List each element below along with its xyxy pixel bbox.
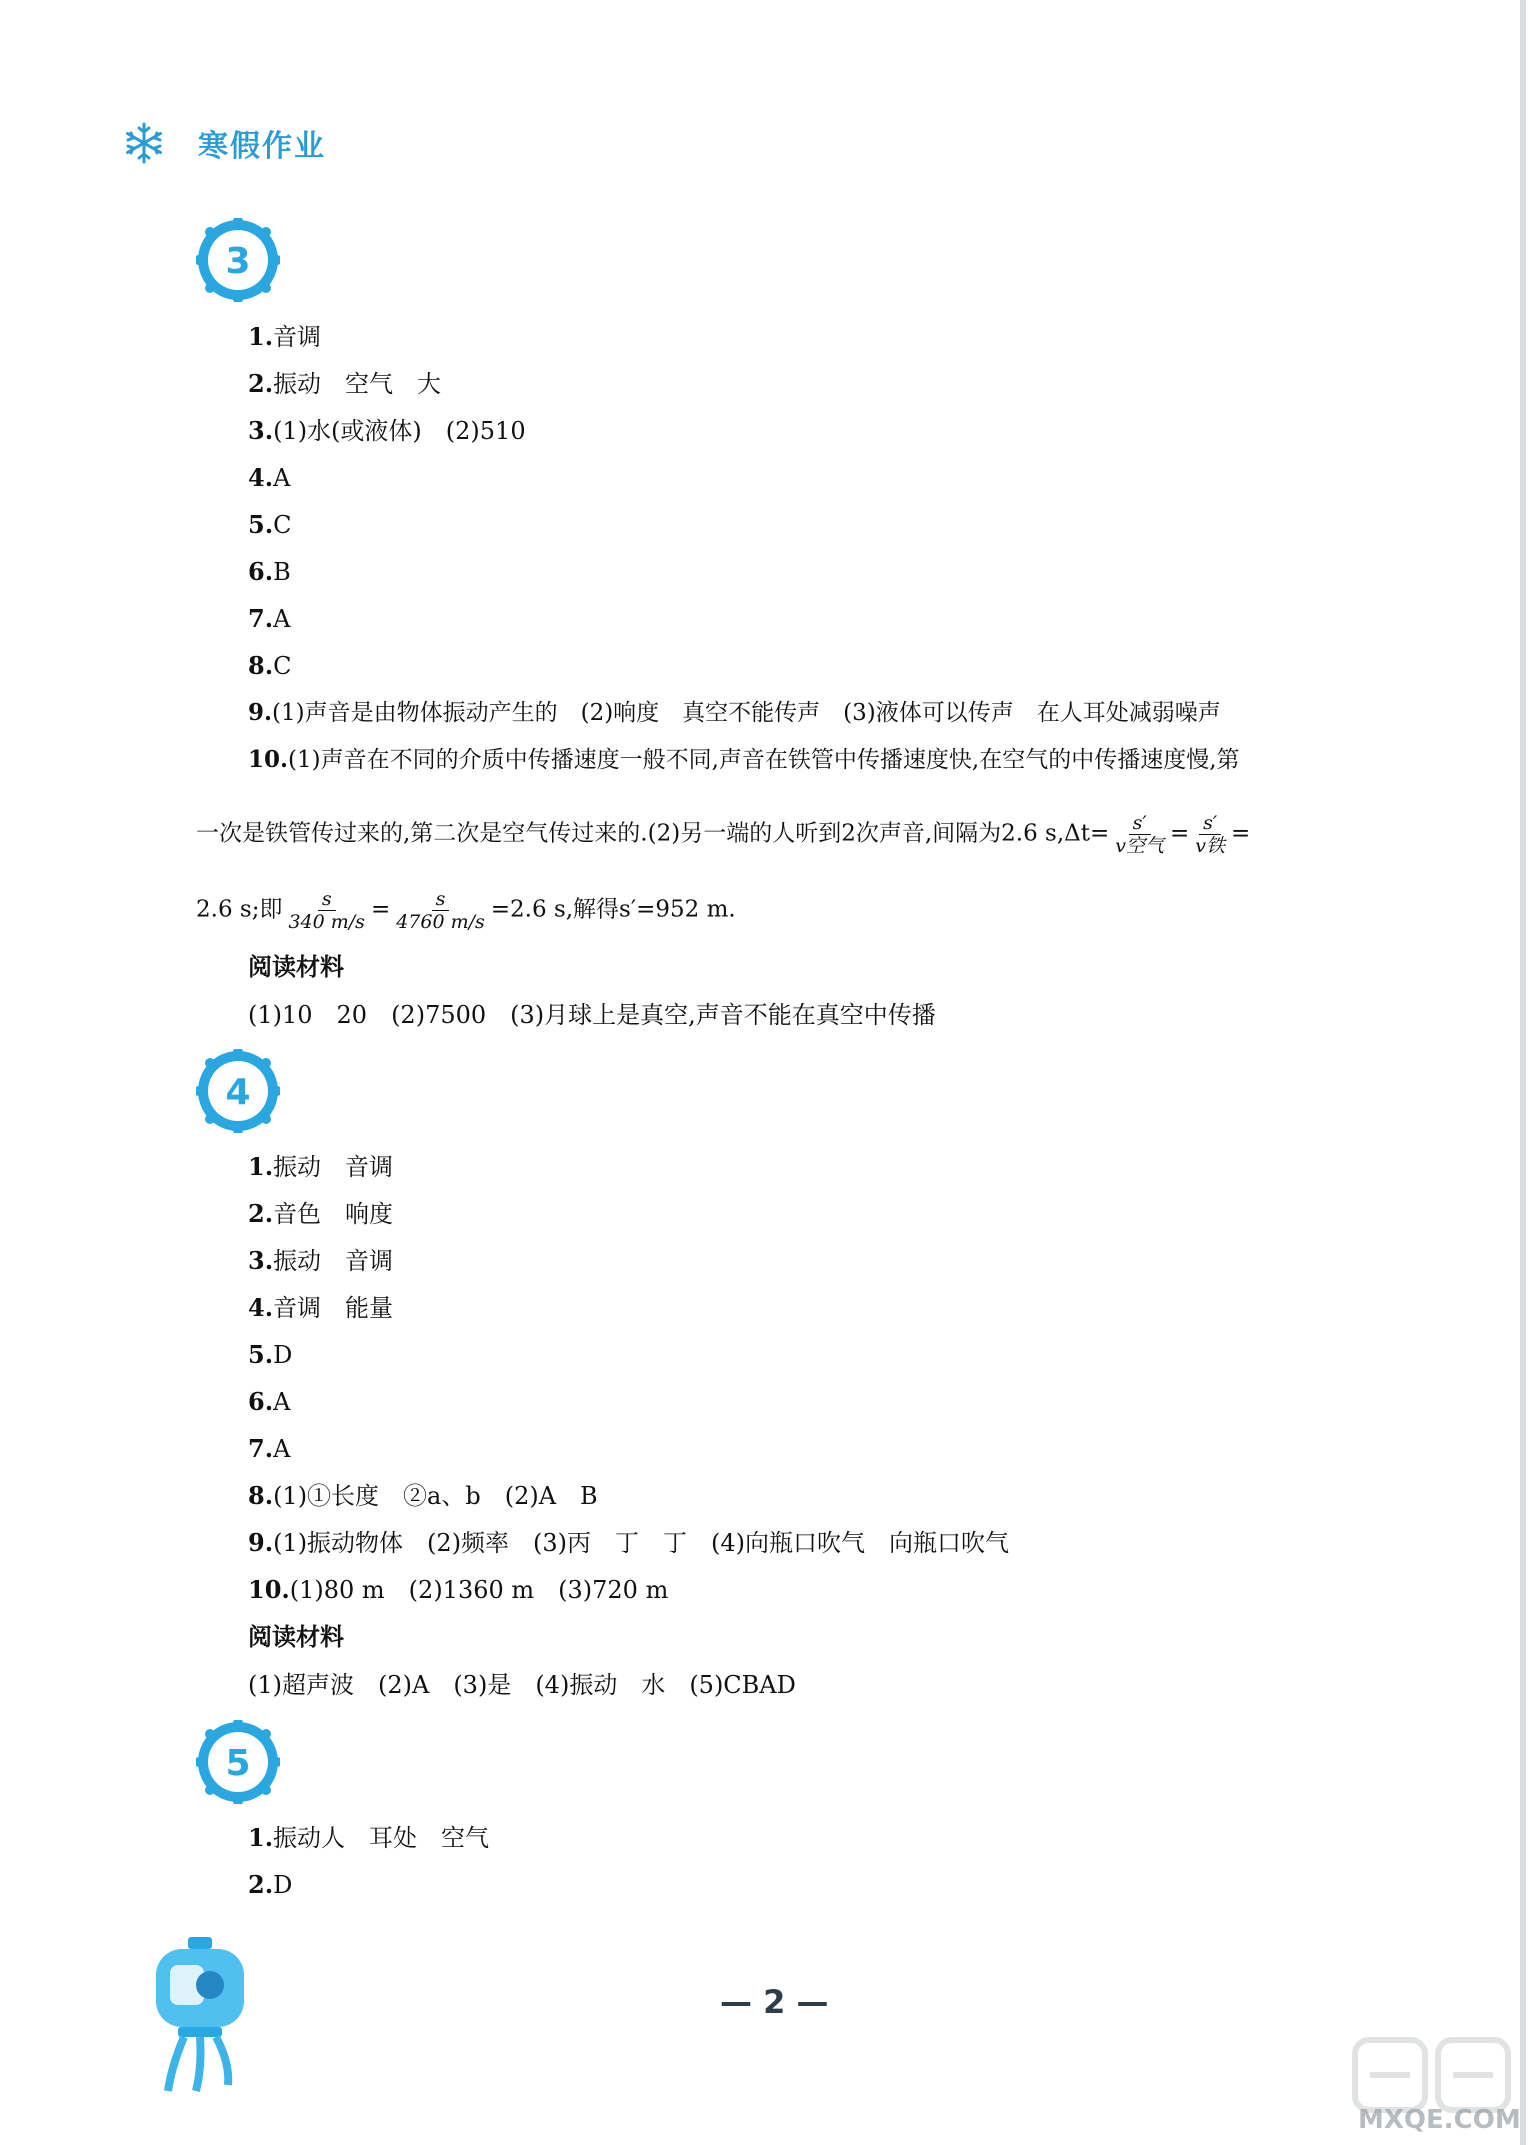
section-4-number: 4 [225, 1072, 251, 1113]
list-item: 9.(1)振动物体 (2)频率 (3)丙 丁 丁 (4)向瓶口吹气 向瓶口吹气 [248, 1528, 1010, 1557]
list-item: 4.音调 能量 [248, 1293, 394, 1322]
reading-text: (1)超声波 (2)A (3)是 (4)振动 水 (5)CBAD [248, 1671, 796, 1699]
list-item: 3.振动 音调 [248, 1246, 394, 1275]
page-edge [1520, 0, 1526, 2145]
list-item: 2.振动 空气 大 [248, 369, 442, 398]
list-item: 4.A [248, 463, 291, 492]
list-item: 6.A [248, 1387, 291, 1416]
watermark-text: MXQE.COM [1358, 2105, 1521, 2135]
fraction: $\frac{s'}{\text{v空气}}$ [1115, 812, 1165, 857]
item-10-line-2: 一次是铁管传过来的,第二次是空气传过来的.(2)另一端的人听到2次声音,间隔为2.6 s,Δt= $\frac{s'}{\text{v空气}}$ = $\frac{s'}{\text{v铁}}$ = [196, 812, 1251, 857]
fraction: $\frac{s}{4760 m/s}$ [396, 888, 485, 933]
header [122, 118, 326, 168]
reading-title: 阅读材料 [248, 952, 344, 981]
list-item: 2.D [248, 1870, 293, 1899]
list-item: 1.振动 音调 [248, 1152, 394, 1181]
item-10-line-3: 2.6 s;即 $\frac{s}{340 m/s}$ = $\frac{s}{4760 m/s}$ =2.6 s,解得s′=952 m. [196, 888, 736, 933]
reading-title: 阅读材料 [248, 1622, 344, 1651]
list-item: 2.音色 响度 [248, 1199, 394, 1228]
list-item: 5.D [248, 1340, 293, 1369]
item-10-line-1: 10.(1)声音在不同的介质中传播速度一般不同,声音在铁管中传播速度快,在空气的中传播速度慢,第 [248, 746, 1240, 773]
list-item: 3.(1)水(或液体) (2)510 [248, 416, 526, 445]
list-item: 10.(1)80 m (2)1360 m (3)720 m [248, 1575, 669, 1604]
section-3-badge [196, 218, 280, 302]
section-3-number: 3 [225, 241, 251, 282]
list-item: 9.(1)声音是由物体振动产生的 (2)响度 真空不能传声 (3)液体可以传声 在人耳处减弱噪声 [248, 699, 1221, 726]
list-item: 5.C [248, 510, 292, 539]
fraction: $\frac{s}{340 m/s}$ [288, 888, 365, 933]
lantern-icon [148, 1935, 252, 2095]
list-item: 1.音调 [248, 322, 322, 351]
list-item: 7.A [248, 604, 291, 633]
reading-text: (1)10 20 (2)7500 (3)月球上是真空,声音不能在真空中传播 [248, 1001, 936, 1029]
list-item: 8.C [248, 651, 292, 680]
section-4-badge [196, 1049, 280, 1133]
section-5-badge [196, 1720, 280, 1804]
list-item: 8.(1)①长度 ②a、b (2)A B [248, 1481, 598, 1510]
section-5-number: 5 [225, 1743, 251, 1784]
page-number: — 2 — [720, 1983, 829, 2021]
fraction: $\frac{s'}{\text{v铁}}$ [1195, 812, 1226, 857]
list-item: 7.A [248, 1434, 291, 1463]
list-item: 1.振动人 耳处 空气 [248, 1823, 490, 1852]
snowflake-icon [122, 121, 166, 165]
header-title: 寒假作业 [198, 129, 326, 164]
list-item: 6.B [248, 557, 291, 586]
